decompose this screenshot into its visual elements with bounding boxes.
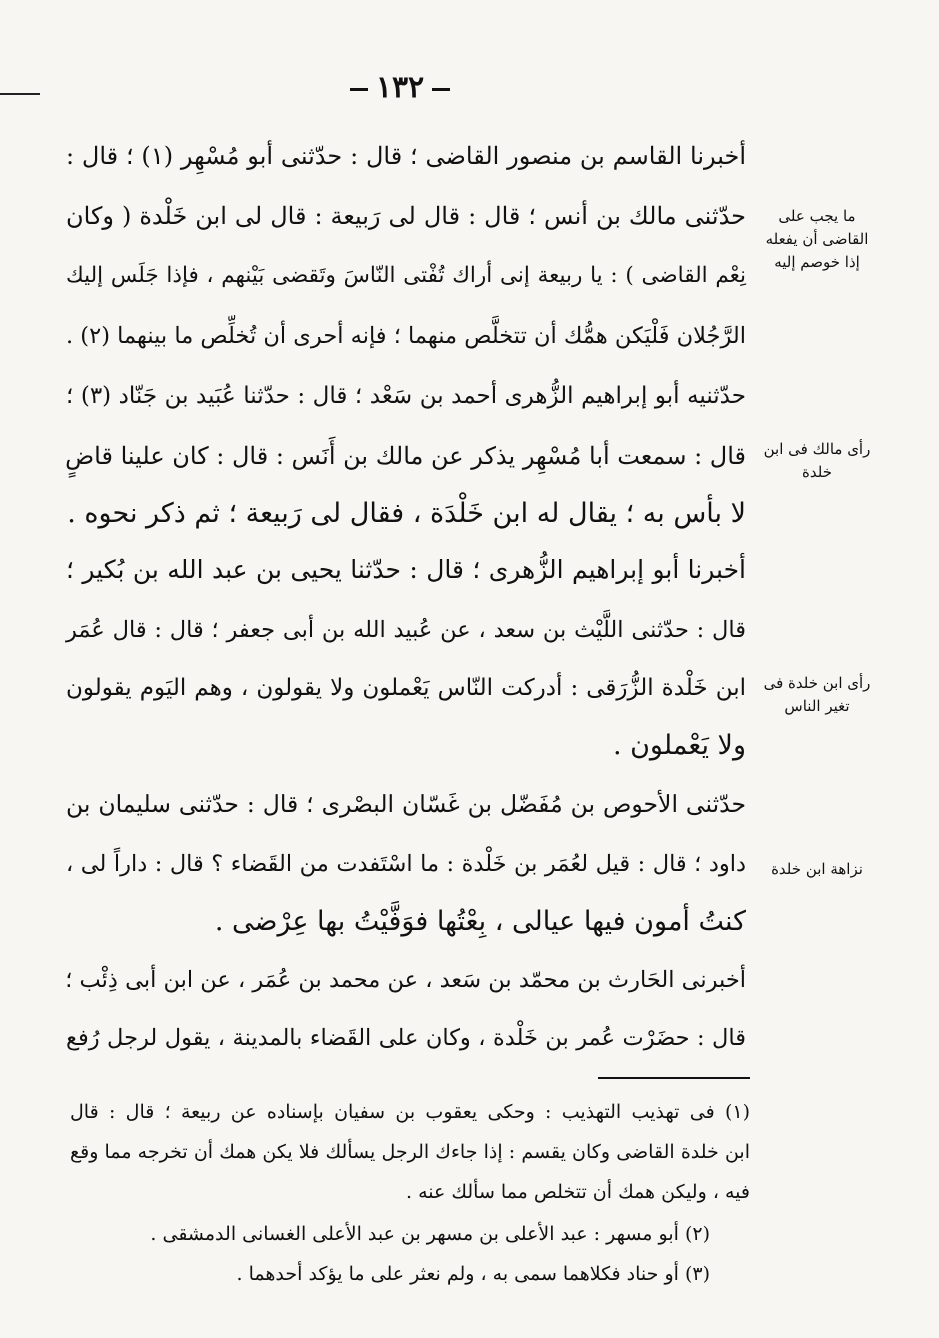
body-line: نِعْم القاضى ) : يا ربيعة إنى أراك تُفْتى النّاسَ وتَقضى بَيْنهم ، فإذا جَلَس إليك xyxy=(66,263,746,288)
page-number-text: ١٣٢ xyxy=(375,70,425,105)
footnote-line: (٣) أو حناد فكلاهما سمى به ، ولم نعثر على ما يؤكد أحدهما . xyxy=(236,1263,710,1285)
margin-note: ما يجب على القاضى أن يفعله إذا خوصم إليه xyxy=(765,207,869,271)
footnote-line: (٢) أبو مسهر : عبد الأعلى بن مسهر بن عبد الأعلى الغسانى الدمشقى . xyxy=(150,1223,710,1245)
body-line: قال : حضَرْت عُمر بن خَلْدة ، وكان على القَضاء بالمدينة ، يقول لرجل رُفع xyxy=(66,1025,746,1051)
margin-note: رأى مالك فى ابن خلدة xyxy=(763,440,871,481)
body-line: كنتُ أمون فيها عيالى ، بِعْتُها فوَفَّيْتُ بها عِرْضى . xyxy=(214,906,746,937)
body-line: قال : حدّثنى اللَّيْث بن سعد ، عن عُبيد الله بن أبى جعفر ؛ قال : قال عُمَر xyxy=(66,617,746,643)
footnote-line: (١) فى تهذيب التهذيب : وحكى يعقوب بن سفيان بإسناده عن ربيعة ؛ قال : قال xyxy=(70,1101,750,1123)
body-line: أخبرنا القاسم بن منصور القاضى ؛ قال : حدّثنى أبو مُسْهِر (١) ؛ قال : xyxy=(66,142,747,170)
body-line: حدّثنى مالك بن أنس ؛ قال : قال لى رَبيعة : قال لى ابن خَلْدة ( وكان xyxy=(66,202,746,230)
page-number xyxy=(330,70,470,105)
body-line: أخبرنا أبو إبراهيم الزُّهرى ؛ قال : حدّثنا يحيى بن عبد الله بن بُكير ؛ xyxy=(66,555,746,584)
page-edge-rule xyxy=(0,93,40,95)
body-line: قال : سمعت أبا مُسْهِر يذكر عن مالك بن أَنَس : قال : كان علينا قاضٍ xyxy=(65,442,746,470)
body-line: داود ؛ قال : قيل لعُمَر بن خَلْدة : ما اسْتَفدت من القَضاء ؟ قال : داراً لى ، xyxy=(66,851,746,877)
body-line: الرَّجُلان فَلْيَكن همُّك أن تتخلَّص منهما ؛ فإنه أحرى أن تُخلِّص ما بينهما (٢) . xyxy=(66,323,746,349)
margin-note: نزاهة ابن خلدة xyxy=(771,860,863,878)
body-line: حدّثنيه أبو إبراهيم الزُّهرى أحمد بن سَعْد ؛ قال : حدّثنا عُبَيد بن جَنّاد (٣) ؛ xyxy=(66,383,746,409)
body-line: ولا يَعْملون . xyxy=(612,730,746,761)
body-line: حدّثنى الأحوص بن مُفَضّل بن غَسّان البصْرى ؛ قال : حدّثنى سليمان بن xyxy=(66,790,746,818)
body-line: لا بأس به ؛ يقال له ابن خَلْدَة ، فقال لى رَبيعة ؛ ثم ذكر نحوه . xyxy=(67,498,746,529)
footnote-line: ابن خلدة القاضى وكان يقسم : إذا جاءك الرجل يسألك فلا يكن همك أن تخرجه مما وقع xyxy=(70,1141,750,1163)
footnote-line: فيه ، وليكن همك أن تتخلص مما سألك عنه . xyxy=(405,1181,750,1203)
body-line: ابن خَلْدة الزُّرَقى : أدركت النّاس يَعْملون ولا يقولون ، وهم اليَوم يقولون xyxy=(66,675,746,701)
margin-note: رأى ابن خلدة فى تغير الناس xyxy=(763,674,871,715)
footnote-separator xyxy=(598,1077,750,1079)
page-number-dash-right xyxy=(432,88,450,91)
page-number-dash-left xyxy=(350,88,368,91)
body-line: أخبرنى الحَارث بن محمّد بن سَعد ، عن محمد بن عُمَر ، عن ابن أبى ذِئْب ؛ xyxy=(65,967,746,993)
